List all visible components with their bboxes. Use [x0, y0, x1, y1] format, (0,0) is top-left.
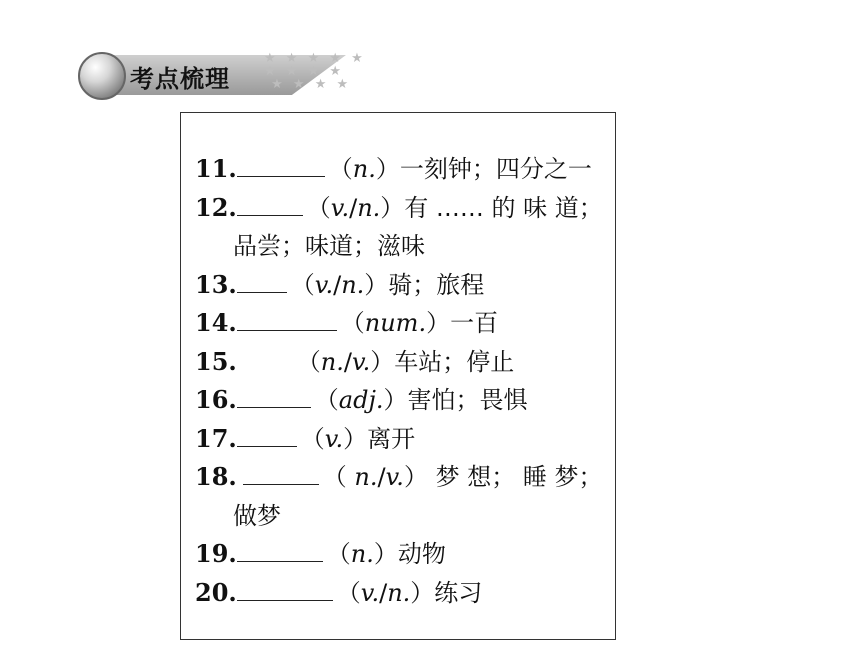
item-number: 17. — [195, 423, 237, 453]
item-number: 12. — [195, 192, 237, 222]
item-definition: （v./n.）练习 — [336, 578, 483, 607]
item-number: 20. — [195, 577, 237, 607]
item-definition-cont: 做梦 — [233, 501, 281, 530]
stars-icon: ★ ★ ★ ★ ★ ★ ★ ★ ★ ★ ★ ★ ★ — [264, 51, 366, 92]
answer-blank[interactable] — [237, 381, 311, 408]
answer-blank[interactable] — [237, 304, 337, 331]
list-item — [195, 189, 615, 228]
answer-blank[interactable] — [237, 189, 303, 216]
item-definition: （v./n.）有 …… 的 味 道； — [306, 193, 603, 222]
item-number: 18. — [195, 462, 237, 491]
list-item-continuation — [195, 497, 615, 536]
list-item — [195, 420, 615, 459]
answer-blank[interactable] — [243, 458, 319, 485]
vocabulary-list — [195, 150, 615, 612]
answer-blank[interactable] — [237, 266, 287, 293]
item-number: 15. — [195, 346, 237, 376]
list-item — [195, 381, 615, 420]
item-number: 14. — [195, 308, 237, 337]
answer-blank[interactable] — [237, 574, 333, 601]
list-item — [195, 458, 615, 497]
item-definition: （n.）动物 — [326, 540, 446, 568]
item-number: 13. — [195, 269, 237, 299]
list-item — [195, 535, 615, 574]
item-definition: （num.）一百 — [340, 309, 499, 337]
list-item — [195, 150, 615, 189]
item-definition-cont: 品尝；味道；滋味 — [233, 232, 425, 260]
item-definition: （v.）离开 — [300, 424, 416, 453]
item-definition: （n.）一刻钟；四分之一 — [328, 155, 592, 183]
list-item — [195, 574, 615, 613]
answer-blank[interactable] — [237, 150, 325, 177]
list-item — [195, 304, 615, 343]
section-title: 考点梳理 — [130, 65, 230, 93]
item-number: 16. — [195, 385, 237, 414]
item-definition: （v./n.）骑；旅程 — [290, 270, 485, 299]
answer-blank[interactable] — [237, 535, 323, 562]
list-item — [195, 266, 615, 305]
item-definition: （adj.）害怕；畏惧 — [314, 386, 528, 414]
list-item — [195, 343, 615, 382]
section-header-badge — [78, 51, 366, 100]
list-item-continuation — [195, 227, 615, 266]
item-definition: （ n./v.） 梦 想； 睡 梦； — [322, 463, 603, 491]
sphere-icon — [78, 52, 126, 100]
item-number: 11. — [195, 154, 237, 183]
answer-blank[interactable] — [237, 343, 293, 370]
item-definition: （n./v.）车站；停止 — [296, 347, 515, 376]
answer-blank[interactable] — [237, 420, 297, 447]
item-number: 19. — [195, 539, 237, 568]
